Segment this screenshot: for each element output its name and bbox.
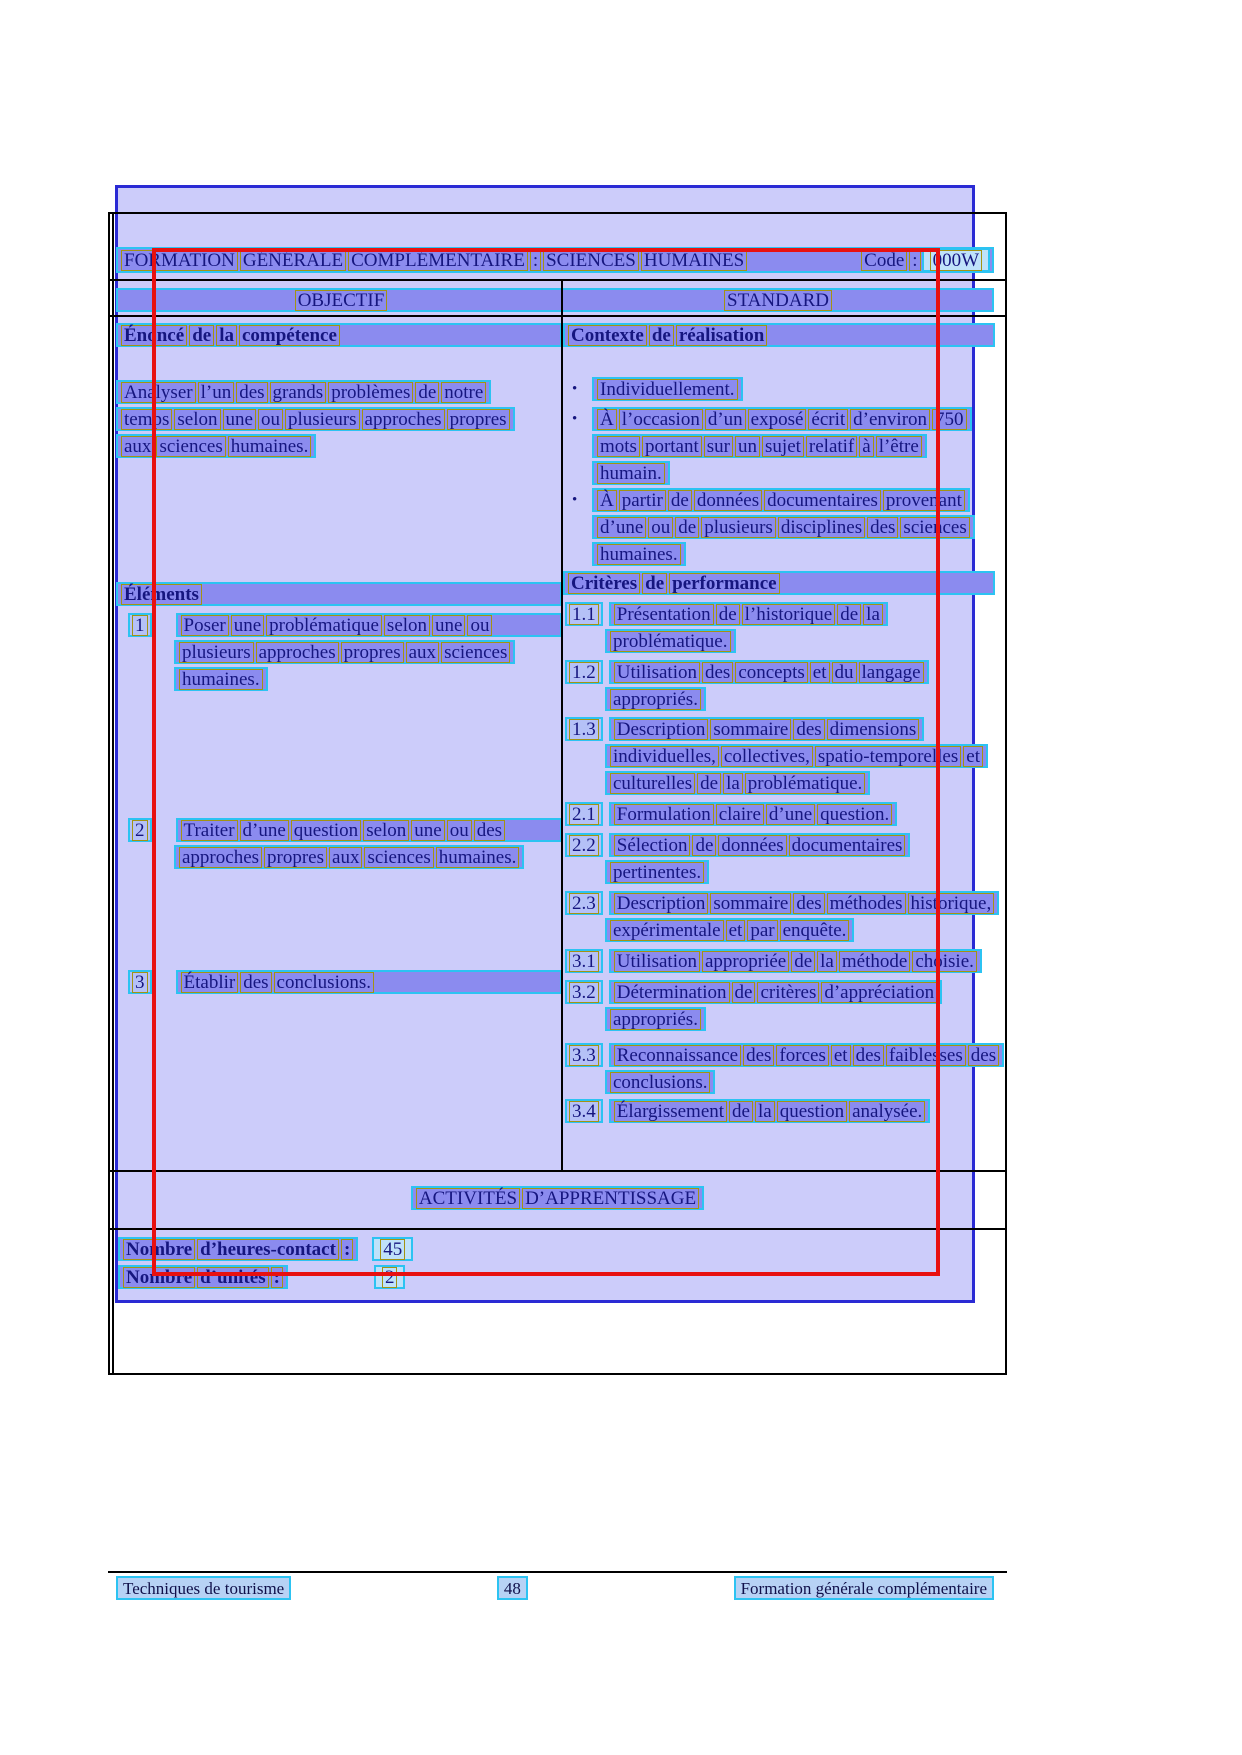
context-bullet-3-line-3: humaines. (592, 542, 686, 566)
element-2-number: 2 (128, 818, 152, 842)
critere-2-2-number: 2.2 (565, 833, 603, 857)
contexte-heading: Contexte de réalisation (563, 323, 995, 347)
critere-3-3-number: 3.3 (565, 1043, 603, 1067)
objectif-header: OBJECTIF (294, 290, 389, 311)
enonce-heading: Énoncé de la compétence (116, 323, 562, 347)
context-bullet-3-line-1: À partir de données documentaires provenant (592, 488, 970, 512)
units-value: 2 (374, 1265, 406, 1289)
context-bullet-1-line-1: Individuellement. (592, 377, 743, 401)
critere-1-2-line-1: Utilisation des concepts et du langage (609, 660, 929, 684)
critere-1-1-line-2: problématique. (605, 629, 736, 653)
document-title: FORMATION GÉNÉRALE COMPLÉMENTAIRE : SCIENCES HUMAINES (120, 250, 748, 271)
critere-2-1-number: 2.1 (565, 802, 603, 826)
code-value: 000W (922, 248, 990, 272)
footer-right: Formation générale complémentaire (734, 1576, 994, 1600)
context-bullet-3-line-2: d’une ou de plusieurs disciplines des sciences (592, 515, 975, 539)
critere-3-2-line-1: Détermination de critères d’appréciation (609, 980, 942, 1004)
critere-2-1-line-1: Formulation claire d’une question. (609, 802, 898, 826)
competence-line-2: temps selon une ou plusieurs approches propres (116, 407, 515, 431)
context-bullet-2-line-1: À l’occasion d’un exposé écrit d’environ 750 (592, 407, 972, 431)
context-bullet-2-line-2: mots portant sur un sujet relatif à l’être (592, 434, 927, 458)
element-1-line-2: plusieurs approches propres aux sciences (174, 640, 515, 664)
competence-line-3: aux sciences humaines. (116, 434, 316, 458)
critere-3-4-number: 3.4 (565, 1099, 603, 1123)
page-footer (116, 1576, 994, 1600)
code-label: Code : (860, 250, 921, 271)
critere-3-3-line-1: Reconnaissance des forces et des faiblesses des (609, 1043, 1004, 1067)
critere-1-3-number: 1.3 (565, 717, 603, 741)
elements-heading: Éléments (116, 582, 562, 606)
critere-2-2-line-2: pertinentes. (605, 860, 709, 884)
critere-3-2-number: 3.2 (565, 980, 603, 1004)
critere-1-3-line-1: Description sommaire des dimensions (609, 717, 924, 741)
critere-3-1-line-1: Utilisation appropriée de la méthode choisie. (609, 949, 982, 973)
element-1-number: 1 (128, 613, 152, 637)
hours-value: 45 (372, 1237, 413, 1261)
critere-2-3-number: 2.3 (565, 891, 603, 915)
element-1-line-3: humaines. (174, 667, 268, 691)
element-3-number: 3 (128, 970, 152, 994)
element-2-line-1: Traiter d’une question selon une ou des (176, 818, 563, 842)
table-left-inner-border (112, 212, 114, 1375)
standard-header: STANDARD (723, 290, 833, 311)
critere-1-2-line-2: appropriés. (605, 687, 706, 711)
footer-page-number: 48 (497, 1576, 528, 1600)
critere-1-1-line-1: Présentation de l’historique de la (609, 602, 888, 626)
annotation-red-box (152, 248, 940, 1276)
critere-1-3-line-3: culturelles de la problématique. (605, 771, 870, 795)
context-bullet-2-line-3: humain. (592, 461, 670, 485)
critere-3-1-number: 3.1 (565, 949, 603, 973)
critere-3-4-line-1: Élargissement de la question analysée. (609, 1099, 931, 1123)
element-2-line-2: approches propres aux sciences humaines. (174, 845, 524, 869)
units-label: Nombre d’unités : (118, 1265, 288, 1289)
critere-2-3-line-1: Description sommaire des méthodes historique, (609, 891, 1000, 915)
footer-left: Techniques de tourisme (116, 1576, 291, 1600)
critere-1-1-number: 1.1 (565, 602, 603, 626)
critere-3-2-line-2: appropriés. (605, 1007, 706, 1031)
critere-1-2-number: 1.2 (565, 660, 603, 684)
footer-rule (108, 1571, 1007, 1573)
competence-line-1: Analyser l’un des grands problèmes de notre (116, 380, 491, 404)
hours-label: Nombre d’heures-contact : (118, 1237, 358, 1261)
critere-1-3-line-2: individuelles, collectives, spatio-temporelles et (605, 744, 988, 768)
activities-heading: ACTIVITÉS D’APPRENTISSAGE (411, 1186, 704, 1210)
critere-2-3-line-2: expérimentale et par enquête. (605, 918, 854, 942)
element-3-line-1: Établir des conclusions. (176, 970, 563, 994)
critere-2-2-line-1: Sélection de données documentaires (609, 833, 911, 857)
criteres-heading: Critères de performance (563, 571, 995, 595)
element-1-line-1: Poser une problématique selon une ou (176, 613, 563, 637)
critere-3-3-line-2: conclusions. (605, 1070, 715, 1094)
